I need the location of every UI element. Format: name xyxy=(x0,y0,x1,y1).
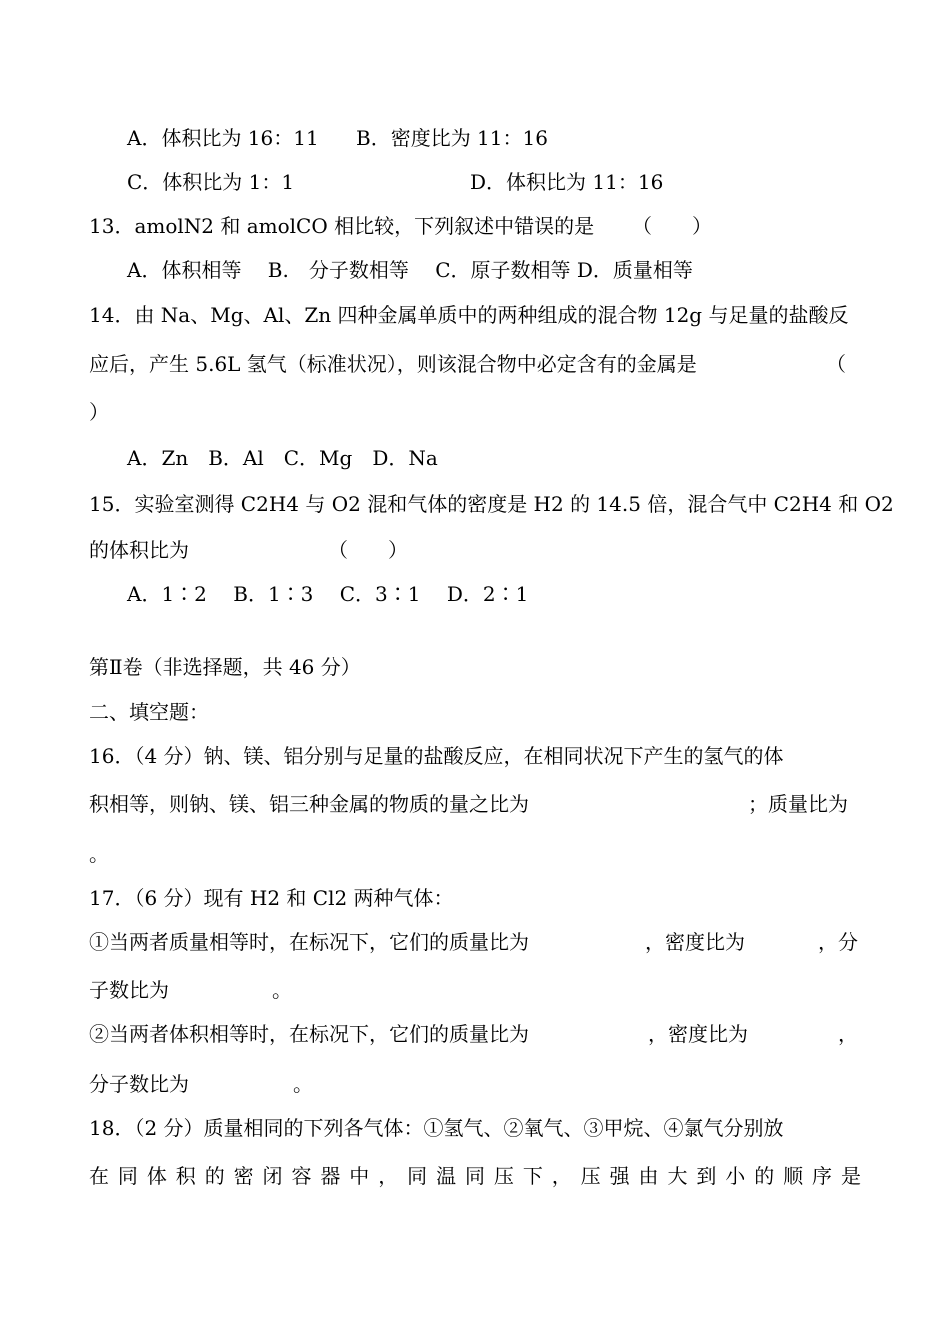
q13-options: A．体积相等 B. 分子数相等 C．原子数相等 D．质量相等 xyxy=(127,258,693,282)
q16-line-1: 16．（4 分）钠、镁、铝分别与足量的盐酸反应，在相同状况下产生的氢气的体 xyxy=(89,744,784,768)
q18-line-2-char: 中 xyxy=(349,1164,370,1188)
q18-line-2-char: 的 xyxy=(204,1164,225,1188)
q15-line-1: 15．实验室测得 C2H4 与 O2 混和气体的密度是 H2 的 14.5 倍，混合气中 C2H4 和 O2 xyxy=(89,492,894,516)
q18-line-2-char: 同 xyxy=(464,1164,485,1188)
q18-line-2-char: 序 xyxy=(812,1164,833,1188)
q12-option-c: C．体积比为 1：1 xyxy=(127,170,295,194)
q18-line-2-char: 大 xyxy=(667,1164,688,1188)
q15-answer-paren: （ ） xyxy=(328,538,408,562)
q18-line-2 xyxy=(89,1164,861,1188)
q14-paren-close: ） xyxy=(89,400,109,424)
q15-options: A．1∶2 B．1∶3 C．3∶1 D．2∶1 xyxy=(127,582,529,606)
q18-line-2-char: 到 xyxy=(696,1164,717,1188)
q17-part2-c: ， xyxy=(838,1022,858,1046)
section-2-subtitle: 二、填空题： xyxy=(89,700,209,724)
q17-part2-a: ②当两者体积相等时，在标况下，它们的质量比为 xyxy=(89,1022,529,1046)
q18-line-2-char: 压 xyxy=(493,1164,514,1188)
q15-line-2: 的体积比为 xyxy=(89,538,189,562)
q18-line-1: 18．（2 分）质量相同的下列各气体：①氢气、②氧气、③甲烷、④氯气分别放 xyxy=(89,1116,784,1140)
q12-option-d: D．体积比为 11：16 xyxy=(470,170,664,194)
q18-line-2-char: 的 xyxy=(754,1164,775,1188)
section-2-title: 第Ⅱ卷（非选择题，共 46 分） xyxy=(89,655,361,679)
q13-stem: 13．amolN2 和 amolCO 相比较，下列叙述中错误的是 xyxy=(89,214,595,238)
q12-option-a: A．体积比为 16：11 xyxy=(127,126,319,150)
q18-line-2-char: 器 xyxy=(320,1164,341,1188)
q16-line-2: 积相等，则钠、镁、铝三种金属的物质的量之比为 xyxy=(89,792,529,816)
q18-line-2-char: 温 xyxy=(436,1164,457,1188)
q18-line-2-char: 密 xyxy=(233,1164,254,1188)
q18-line-2-char: 下 xyxy=(522,1164,543,1188)
q14-line-1: 14．由 Na、Mg、Al、Zn 四种金属单质中的两种组成的混合物 12g 与足量的盐酸反 xyxy=(89,303,849,327)
q17-part1-a: ①当两者质量相等时，在标况下，它们的质量比为 xyxy=(89,930,529,954)
q16-line-3: 。 xyxy=(89,842,109,866)
q17-part2-e: 。 xyxy=(293,1072,313,1096)
q18-line-2-char: 由 xyxy=(638,1164,659,1188)
q17-part1-e: 。 xyxy=(272,978,292,1002)
q17-title: 17．（6 分）现有 H2 和 Cl2 两种气体： xyxy=(89,886,454,910)
q14-paren-open: （ xyxy=(826,352,846,376)
q17-part1-d: 子数比为 xyxy=(89,978,169,1002)
q18-line-2-char: 强 xyxy=(609,1164,630,1188)
q18-line-2-char: 同 xyxy=(407,1164,428,1188)
q13-answer-paren: （ ） xyxy=(632,214,712,238)
q18-line-2-char: 顺 xyxy=(783,1164,804,1188)
q14-line-2: 应后，产生 5.6L 氢气（标准状况），则该混合物中必定含有的金属是 xyxy=(89,352,697,376)
q17-part2-b: ，密度比为 xyxy=(648,1022,748,1046)
q18-line-2-char: 是 xyxy=(840,1164,861,1188)
q14-options: A．Zn B．Al C．Mg D．Na xyxy=(127,446,438,470)
q18-line-2-char: 体 xyxy=(146,1164,167,1188)
q18-line-2-char: ， xyxy=(551,1164,572,1188)
q18-line-2-char: 在 xyxy=(89,1164,109,1188)
q18-line-2-char: 容 xyxy=(291,1164,312,1188)
q18-line-2-char: 同 xyxy=(117,1164,138,1188)
q18-line-2-char: 闭 xyxy=(262,1164,283,1188)
q18-line-2-char: 小 xyxy=(725,1164,746,1188)
q12-option-b: B．密度比为 11：16 xyxy=(356,126,548,150)
q18-line-2-char: ， xyxy=(378,1164,399,1188)
q18-line-2-char: 压 xyxy=(580,1164,601,1188)
q17-part2-d: 分子数比为 xyxy=(89,1072,189,1096)
q18-line-2-char: 积 xyxy=(175,1164,196,1188)
q17-part1-b: ，密度比为 xyxy=(645,930,745,954)
q16-line-2-end: ；质量比为 xyxy=(748,792,848,816)
q17-part1-c: ，分 xyxy=(818,930,858,954)
